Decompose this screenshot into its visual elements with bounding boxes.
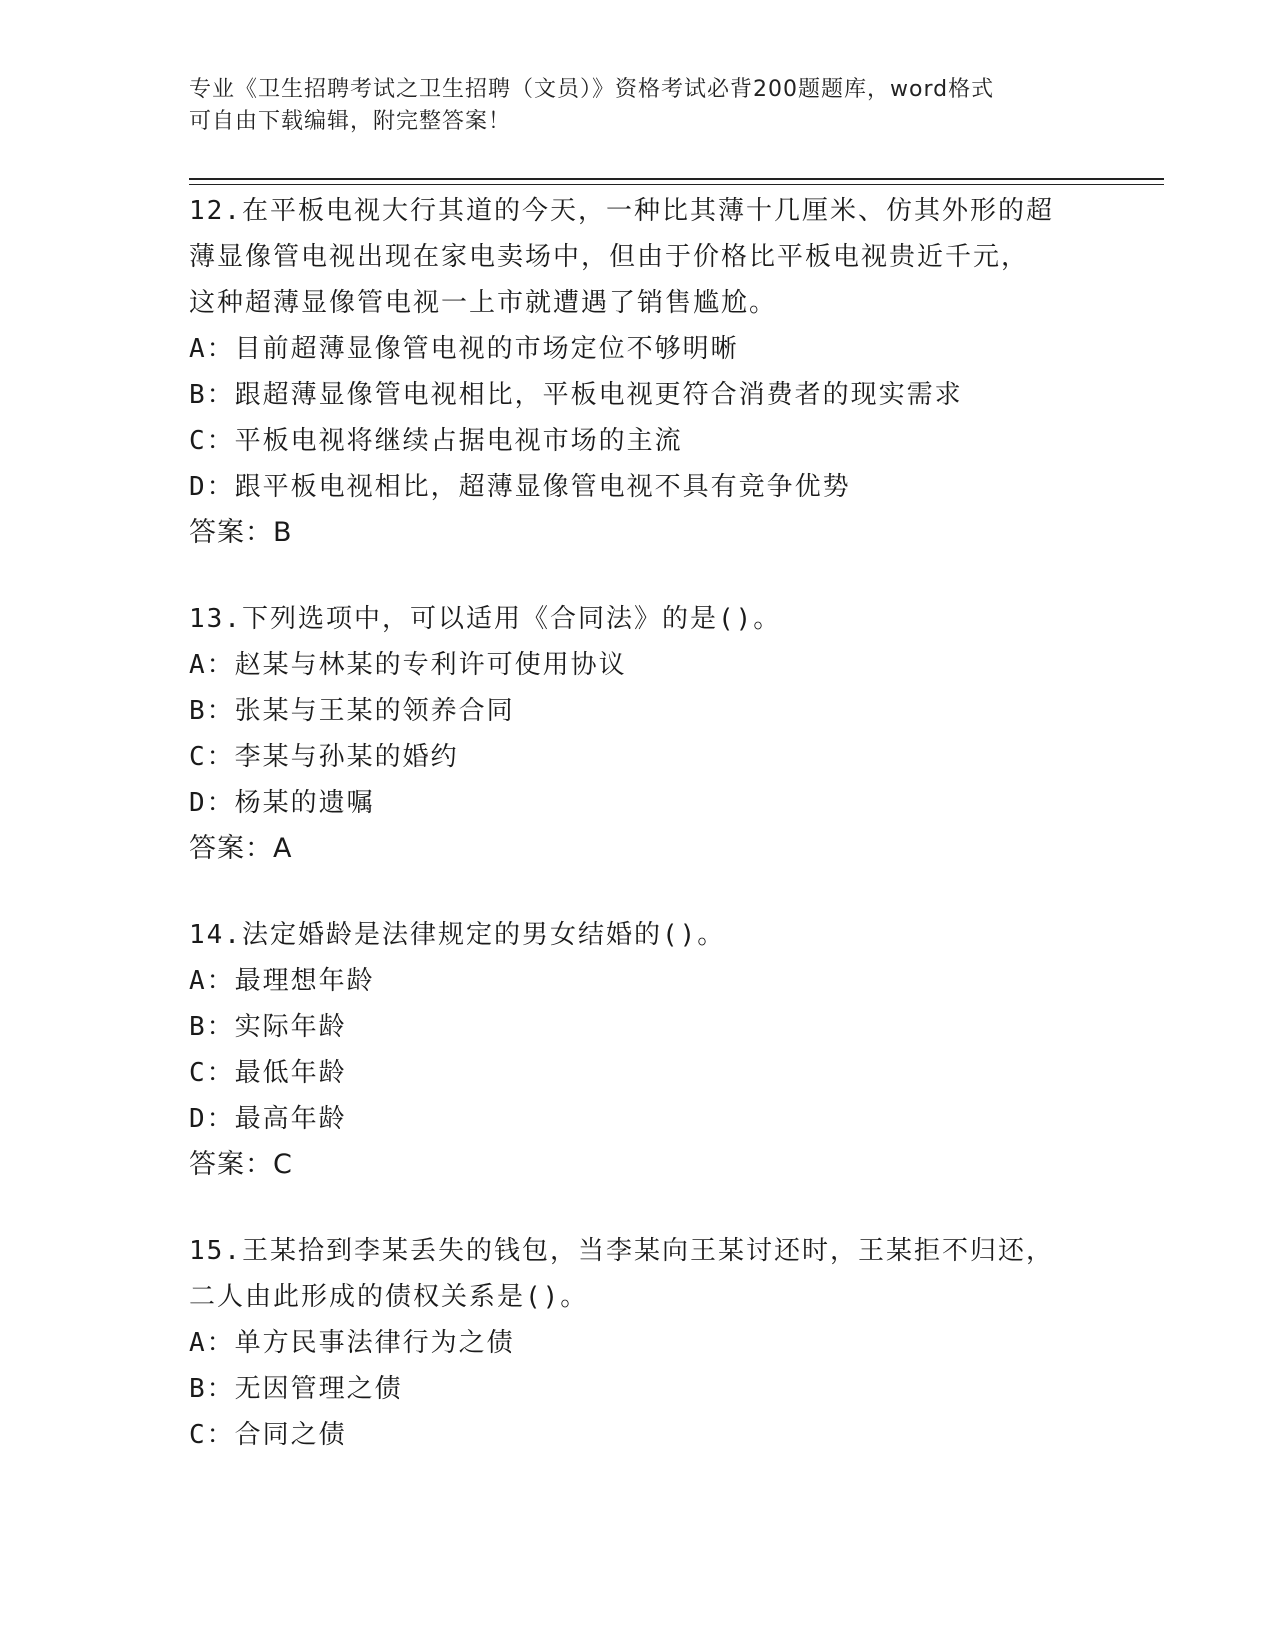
option-a: A：赵某与林某的专利许可使用协议 bbox=[189, 650, 627, 680]
answer-line: 答案：B bbox=[189, 517, 293, 548]
option-d: D：最高年龄 bbox=[189, 1104, 347, 1134]
question-14 bbox=[189, 912, 1089, 1188]
question-list bbox=[189, 188, 1089, 1498]
question-stem-line: 薄显像管电视出现在家电卖场中，但由于价格比平板电视贵近千元， bbox=[189, 242, 1030, 272]
option-a: A：最理想年龄 bbox=[189, 966, 375, 996]
document-header bbox=[189, 74, 1089, 138]
option-d: D：杨某的遗嘱 bbox=[189, 788, 375, 818]
option-b: B：实际年龄 bbox=[189, 1012, 347, 1042]
option-d: D：跟平板电视相比，超薄显像管电视不具有竞争优势 bbox=[189, 472, 851, 502]
question-stem-line: 12.在平板电视大行其道的今天，一种比其薄十几厘米、仿其外形的超 bbox=[189, 196, 1054, 226]
header-line-1: 专业《卫生招聘考试之卫生招聘（文员）》资格考试必背200题题库，word格式 bbox=[189, 77, 995, 102]
option-b: B：无因管理之债 bbox=[189, 1374, 403, 1404]
question-stem-line: 这种超薄显像管电视一上市就遭遇了销售尴尬。 bbox=[189, 288, 778, 318]
option-a: A：单方民事法律行为之债 bbox=[189, 1328, 515, 1358]
question-stem-line: 14.法定婚龄是法律规定的男女结婚的()。 bbox=[189, 920, 726, 950]
header-line-2: 可自由下载编辑，附完整答案！ bbox=[189, 109, 512, 134]
answer-line: 答案：A bbox=[189, 833, 293, 864]
option-b: B：跟超薄显像管电视相比，平板电视更符合消费者的现实需求 bbox=[189, 380, 963, 410]
option-c: C：平板电视将继续占据电视市场的主流 bbox=[189, 426, 683, 456]
option-c: C：最低年龄 bbox=[189, 1058, 347, 1088]
question-12 bbox=[189, 188, 1089, 556]
option-b: B：张某与王某的领养合同 bbox=[189, 696, 515, 726]
question-15 bbox=[189, 1228, 1089, 1458]
option-c: C：李某与孙某的婚约 bbox=[189, 742, 459, 772]
header-rule-thick bbox=[189, 178, 1164, 180]
option-c: C：合同之债 bbox=[189, 1420, 347, 1450]
question-stem-line: 二人由此形成的债权关系是()。 bbox=[189, 1282, 589, 1312]
answer-line: 答案：C bbox=[189, 1149, 293, 1180]
question-13 bbox=[189, 596, 1089, 872]
question-stem-line: 15.王某拾到李某丢失的钱包，当李某向王某讨还时，王某拒不归还， bbox=[189, 1236, 1054, 1266]
option-a: A：目前超薄显像管电视的市场定位不够明晰 bbox=[189, 334, 739, 364]
header-rule-thin bbox=[189, 184, 1164, 185]
question-stem-line: 13.下列选项中，可以适用《合同法》的是()。 bbox=[189, 604, 782, 634]
